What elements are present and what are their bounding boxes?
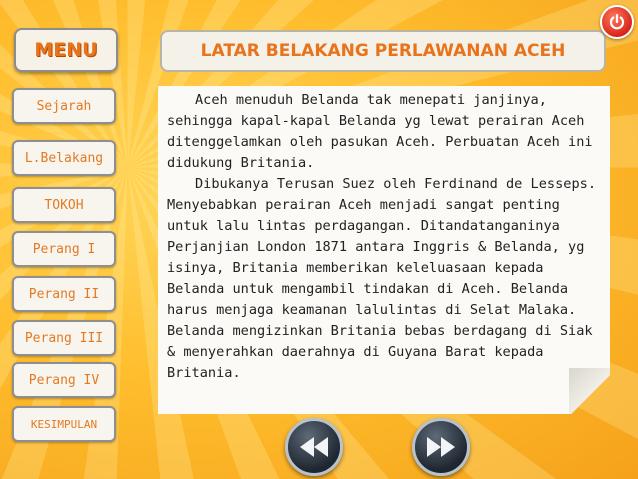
menu-item-perang-2[interactable]: Perang II — [12, 276, 116, 312]
menu-item-latar-belakang[interactable]: L.Belakang — [12, 140, 116, 176]
menu-item-perang-4[interactable]: Perang IV — [12, 362, 116, 398]
paragraph-1: Aceh menuduh Belanda tak menepati janjinya, sehingga kapal-kapal Belanda yg lewat perairan Aceh ditenggelamkan oleh pasukan Aceh. Perbuatan Aceh ini didukung Britania. — [167, 92, 593, 171]
power-icon-glyph — [608, 13, 626, 31]
power-icon[interactable] — [600, 5, 634, 39]
menu-item-kesimpulan[interactable]: KESIMPULAN — [12, 406, 116, 442]
page-title: LATAR BELAKANG PERLAWANAN ACEH — [160, 30, 606, 72]
menu-item-sejarah[interactable]: Sejarah — [12, 88, 116, 124]
menu-title: MENU — [14, 28, 118, 72]
fast-forward-icon — [424, 435, 458, 459]
rewind-icon — [297, 435, 331, 459]
menu-item-perang-1[interactable]: Perang I — [12, 231, 116, 267]
paragraph-2: Dibukanya Terusan Suez oleh Ferdinand de Lesseps. Menyebabkan perairan Aceh menjadi sangat penting untuk lalu lintas perdagangan. Ditandatanganinya Perjanjian London 1871 antara Inggris & Belanda, yg isinya, Britania memberikan keleluasaan kepada Belanda untuk mengambil tindakan di Aceh. Belanda harus menjaga keamanan lalulintas di Selat Malaka. Belanda mengizinkan Britania bebas berdagang di Siak & menyerahkan daerahnya di Guyana Barat kepada Britania. — [167, 176, 597, 381]
content-text — [167, 90, 599, 384]
next-button[interactable] — [412, 418, 470, 476]
menu-item-perang-3[interactable]: Perang III — [12, 320, 116, 356]
previous-button[interactable] — [285, 418, 343, 476]
menu-item-tokoh[interactable]: TOKOH — [12, 187, 116, 223]
